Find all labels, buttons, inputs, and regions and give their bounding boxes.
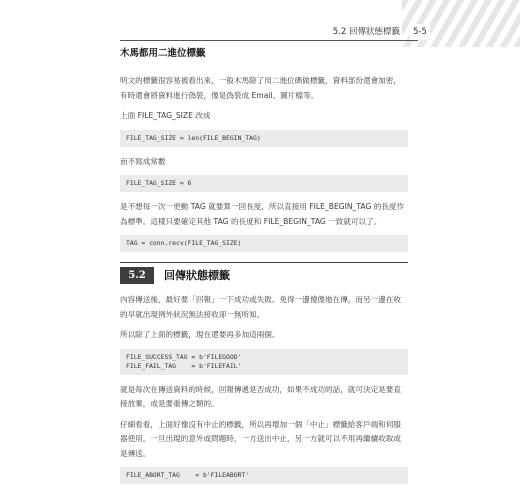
code-block: FILE_TAG_SIZE = len(FILE_BEGIN_TAG) <box>120 130 408 147</box>
paragraph: 而不寫成常數 <box>120 156 166 166</box>
paragraph: 仔細看看，上面好像沒有中止的標籤，所以再增加一個「中止」標籤給客戶端和伺服器使用，一旦出現的意外或問題時，一方送出中止，另一方就可以不用再繼續收取或是傳送。 <box>120 419 401 458</box>
paragraph: 就是每次在傳送資料的時候，回報傳遞是否成功，如果不成功的話，就可決定是要直接放棄，或是要重傳之類的。 <box>120 384 401 408</box>
paragraph: 上面 FILE_TAG_SIZE 改成 <box>120 111 211 120</box>
paragraph: 所以除了上面的標籤，現在還要再多加這兩個。 <box>120 330 280 339</box>
paragraph: 內容傳送後，最好要「回報」一下成功或失敗。免得一邊傻傻地在傳，而另一邊在收的早就出現例外狀況無法接收卻一無所知。 <box>120 295 401 319</box>
page-body <box>120 47 408 492</box>
code-block: FILE_TAG_SIZE = 6 <box>120 175 408 192</box>
code-block: TAG = conn.recv(FILE_TAG_SIZE) <box>120 235 408 252</box>
section-title: 回傳狀態標籤 <box>164 269 230 282</box>
code-block: FILE_ABORT_TAG = b'FILEABORT' <box>120 467 408 484</box>
paragraph: 是不想每一次一更動 TAG 就要算一回長度，所以直接用 FILE_BEGIN_TAG 的長度作為標準。這樣只要確定其他 TAG 的長度和 FILE_BEGIN_TAG 一致就可以了。 <box>120 202 405 226</box>
code-block: FILE_SUCCESS_TAG = b'FILEGOOD' FILE_FAIL_TAG = b'FILEFAIL' <box>120 349 408 375</box>
paragraph: 明文的標籤很容易被看出來，一般木馬除了用二進位碼做標籤，資料部份還會加密，有時還會將資料進行偽裝，像是偽裝成 Email、圖片檔等。 <box>120 76 401 100</box>
subsection-heading: 木馬都用二進位標籤 <box>120 48 206 59</box>
header-section-title: 5.2 回傳狀態標籤 <box>332 27 400 37</box>
header-rule <box>120 40 418 41</box>
page-number: 5-5 <box>410 24 430 40</box>
section-number-badge: 5.2 <box>120 267 154 284</box>
section-heading <box>120 262 408 283</box>
running-header <box>120 24 408 40</box>
